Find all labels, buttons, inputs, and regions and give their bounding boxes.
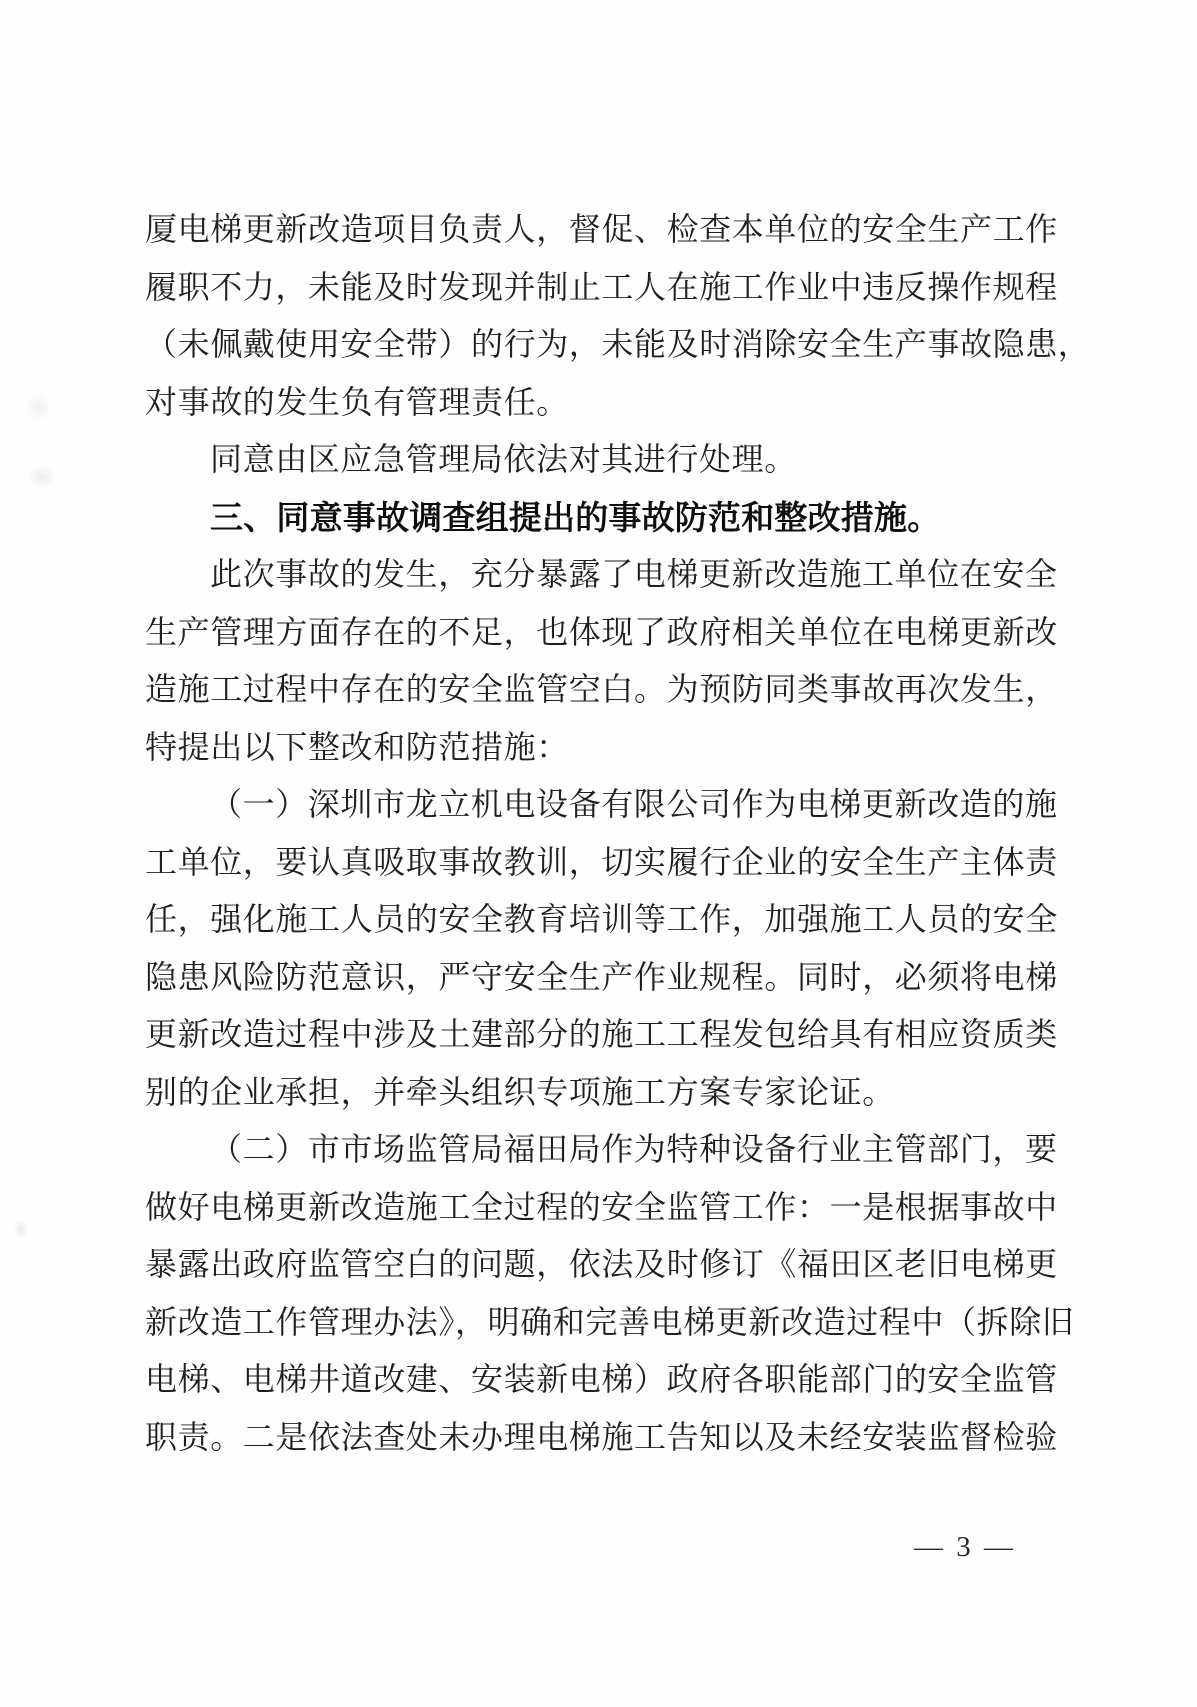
text-line: 隐患风险防范意识，严守安全生产作业规程。同时，必须将电梯 <box>145 958 1058 995</box>
text-line: 任，强化施工人员的安全教育培训等工作，加强施工人员的安全 <box>145 901 1058 937</box>
text-line: 厦电梯更新改造项目负责人，督促、检查本单位的安全生产工作 <box>145 211 1058 247</box>
scan-artifact <box>14 1220 28 1238</box>
text-line: 同意由区应急管理局依法对其进行处理。 <box>210 441 797 477</box>
page-number: — 3 — <box>914 1531 1016 1563</box>
text-line-item-2-start: （二）市市场监管局福田局作为特种设备行业主管部门，要 <box>210 1131 1058 1167</box>
text-line: 履职不力，未能及时发现并制止工人在施工作业中违反操作规程 <box>145 268 1058 305</box>
text-line: 更新改造过程中涉及土建部分的施工工程发包给具有相应资质类 <box>145 1016 1058 1052</box>
text-line: 暴露出政府监管空白的问题，依法及时修订《福田区老旧电梯更 <box>145 1246 1058 1282</box>
text-line-item-1-start: （一）深圳市龙立机电设备有限公司作为电梯更新改造的施 <box>210 786 1058 822</box>
text-line: （未佩戴使用安全带）的行为，未能及时消除安全生产事故隐患， <box>145 326 1091 362</box>
text-line: 电梯、电梯井道改建、安装新电梯）政府各职能部门的安全监管 <box>145 1361 1058 1397</box>
text-line: 此次事故的发生，充分暴露了电梯更新改造施工单位在安全 <box>210 556 1058 592</box>
section-heading-3: 三、同意事故调查组提出的事故防范和整改措施。 <box>210 498 941 536</box>
text-line: 对事故的发生负有管理责任。 <box>145 383 569 420</box>
text-line: 造施工过程中存在的安全监管空白。为预防同类事故再次发生， <box>145 671 1058 707</box>
scan-artifact <box>26 393 50 421</box>
text-line: 职责。二是依法查处未办理电梯施工告知以及未经安装监督检验 <box>145 1418 1058 1455</box>
text-line: 做好电梯更新改造施工全过程的安全监管工作：一是根据事故中 <box>145 1188 1058 1225</box>
text-line: 特提出以下整改和防范措施： <box>145 728 569 765</box>
text-line: 生产管理方面存在的不足，也体现了政府相关单位在电梯更新改 <box>145 613 1058 650</box>
text-line: 新改造工作管理办法》，明确和完善电梯更新改造过程中（拆除旧 <box>145 1303 1075 1340</box>
document-body <box>145 201 1091 1466</box>
scan-artifact <box>28 466 56 488</box>
text-line: 别的企业承担，并牵头组织专项施工方案专家论证。 <box>145 1073 895 1110</box>
text-line: 工单位，要认真吸取事故教训，切实履行企业的安全生产主体责 <box>145 843 1058 880</box>
